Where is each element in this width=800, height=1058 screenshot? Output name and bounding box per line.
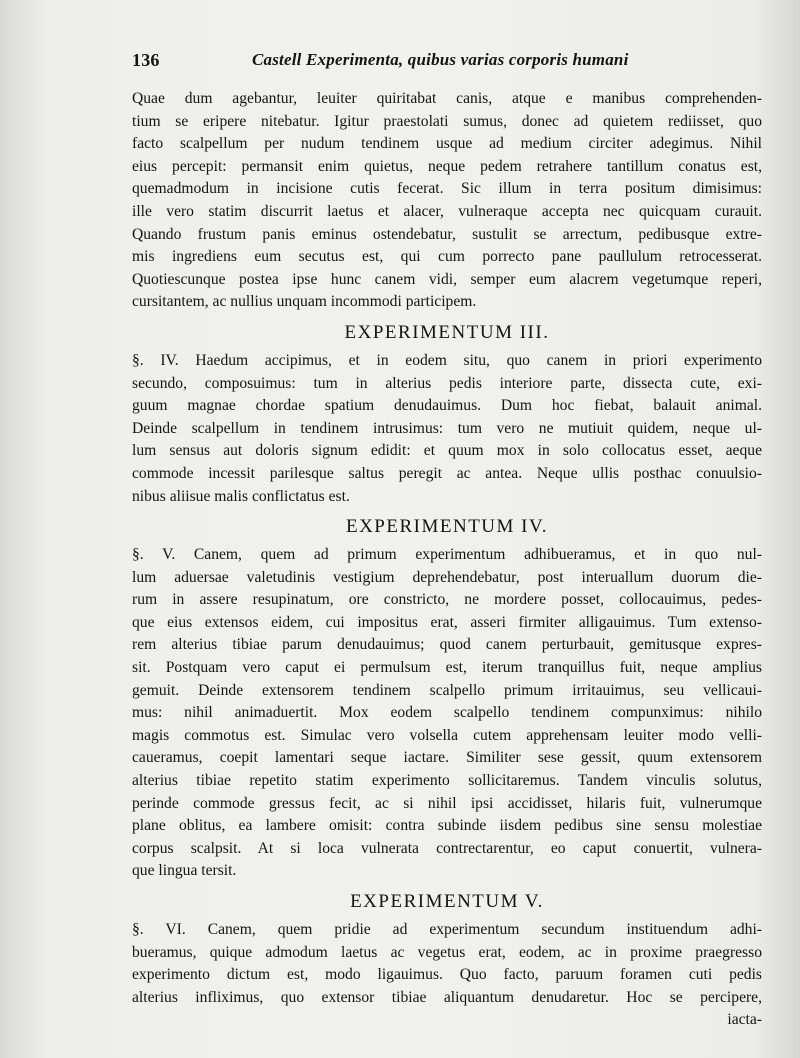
text-line: lum sensus aut doloris signum edidit: et quum mox in solo collocatus esset, aeque xyxy=(132,442,762,460)
text-line: eius percepit: permansit enim quietus, neque pedem retrahere tantillum conatus est, xyxy=(132,157,762,175)
text-line: facto scalpellum per nudum tendinem usque ad medium circiter adegimus. Nihil xyxy=(132,135,762,153)
text-line: experimento dictum est, modo ligauimus. Quo facto, paruum foramen cuti pedis xyxy=(132,966,762,984)
text-line: Deinde scalpellum in tendinem intrusimus: tum vero ne mutiuit quidem, neque ul- xyxy=(132,419,762,437)
text-line: ille vero statim discurrit laetus et alacer, vulneraque accepta nec quicquam curauit. xyxy=(132,202,762,220)
text-line: que lingua tersit. xyxy=(132,862,237,880)
page-body xyxy=(132,88,762,1032)
section-paragraph xyxy=(132,544,762,883)
text-line: alterius infliximus, quo extensor tibiae aliquantum denudaretur. Hoc se percipere, xyxy=(132,988,762,1006)
text-line: §. VI. Canem, quem pridie ad experimentum secundum instituendum adhi- xyxy=(132,921,762,938)
text-line: plane oblitus, ea lambere omisit: contra subinde iisdem pedibus sine sensu molestiae xyxy=(132,817,762,835)
text-line: caueramus, coepit lamentari seque iactare. Similiter sese gessit, quum extensorem xyxy=(132,749,762,767)
text-line: rum in assere resupinatum, ore constricto, ne mordere posset, collocauimus, pedes- xyxy=(132,591,762,609)
text-line: §. V. Canem, quem ad primum experimentum adhibueramus, et in quo nul- xyxy=(132,546,762,564)
text-line: commode incessit parilesque saltus peregit ac antea. Neque ullis posthac conuulsio- xyxy=(132,464,762,482)
page-header xyxy=(132,50,752,76)
text-line: magis commotus est. Simulac vero volsella cutem apprehensam leuiter modo velli- xyxy=(132,726,762,744)
text-line: corpus scalpsit. At si loca vulnerata contrectarentur, eo caput conuertit, vulnera- xyxy=(132,839,762,857)
text-line: bueramus, quique admodum laetus ac vegetus erat, eodem, ac in proxime praegresso xyxy=(132,943,762,961)
text-line: Quae dum agebantur, leuiter quiritabat canis, atque e manibus comprehenden- xyxy=(132,90,762,107)
text-line: que eius extensos eidem, cui impositus erat, asseri firmiter alligauimus. Tum extenso- xyxy=(132,613,762,631)
text-line: gemuit. Deinde extensorem tendinem scalpello primum irritauimus, seu vellicaui- xyxy=(132,681,762,699)
text-line: sit. Postquam vero caput ei permulsum est, iterum tranquillus fuit, neque amplius xyxy=(132,659,762,677)
section-heading: EXPERIMENTUM III. xyxy=(344,321,550,343)
text-line: lum aduersae valetudinis vestigium deprehendebatur, post interuallum duorum die- xyxy=(132,568,762,586)
page-number: 136 xyxy=(132,50,160,70)
text-line: mis ingrediens eum secutus est, qui cum porrecto pane paullulum retrocesserat. xyxy=(132,248,762,266)
text-line: tium se eripere nitebatur. Igitur praestolati sumus, donec ad quietem rediisset, quo xyxy=(132,112,762,130)
text-line: cursitantem, ac nullius unquam incommodi participem. xyxy=(132,293,477,311)
section-paragraph xyxy=(132,919,762,1032)
section-paragraph xyxy=(132,350,762,508)
text-line: nibus aliisue malis conflictatus est. xyxy=(132,487,350,505)
section-heading: EXPERIMENTUM V. xyxy=(350,891,544,912)
continuation-paragraph xyxy=(132,88,762,314)
text-line: rem alterius tibiae parum denudauimus; quod canem perturbauit, gemitusque expres- xyxy=(132,636,762,654)
text-line: perinde commode gressus fecit, ac si nihil ipsi accidisset, hilaris fuit, vulnerumque xyxy=(132,794,762,812)
text-line: alterius tibiae repetito statim experimento sollicitaremus. Tandem vinculis solutus, xyxy=(132,772,762,790)
text-line: quemadmodum in incisione cutis fecerat. Sic illum in terra positum dimisimus: xyxy=(132,180,762,198)
text-line: Quotiescunque postea ipse hunc canem vidi, semper eum alacrem vegetumque reperi, xyxy=(132,270,762,288)
section-heading: EXPERIMENTUM IV. xyxy=(345,516,549,538)
text-line: secundo, composuimus: tum in alterius pedis interiore parte, dissecta cute, exi- xyxy=(132,374,762,392)
text-line: §. IV. Haedum accipimus, et in eodem situ, quo canem in priori experimento xyxy=(132,351,762,369)
running-title: Castell Experimenta, quibus varias corporis humani xyxy=(252,50,629,69)
catchword: iacta- xyxy=(727,1011,762,1029)
text-line: guum magnae chordae spatium denudauimus. Dum hoc fiebat, balauit animal. xyxy=(132,397,762,415)
text-line: Quando frustum panis eminus ostendebatur, sustulit se arrectum, pedibusque extre- xyxy=(132,225,762,243)
text-line: mus: nihil animaduertit. Mox eodem scalpello tendinem compunximus: nihilo xyxy=(132,704,762,722)
